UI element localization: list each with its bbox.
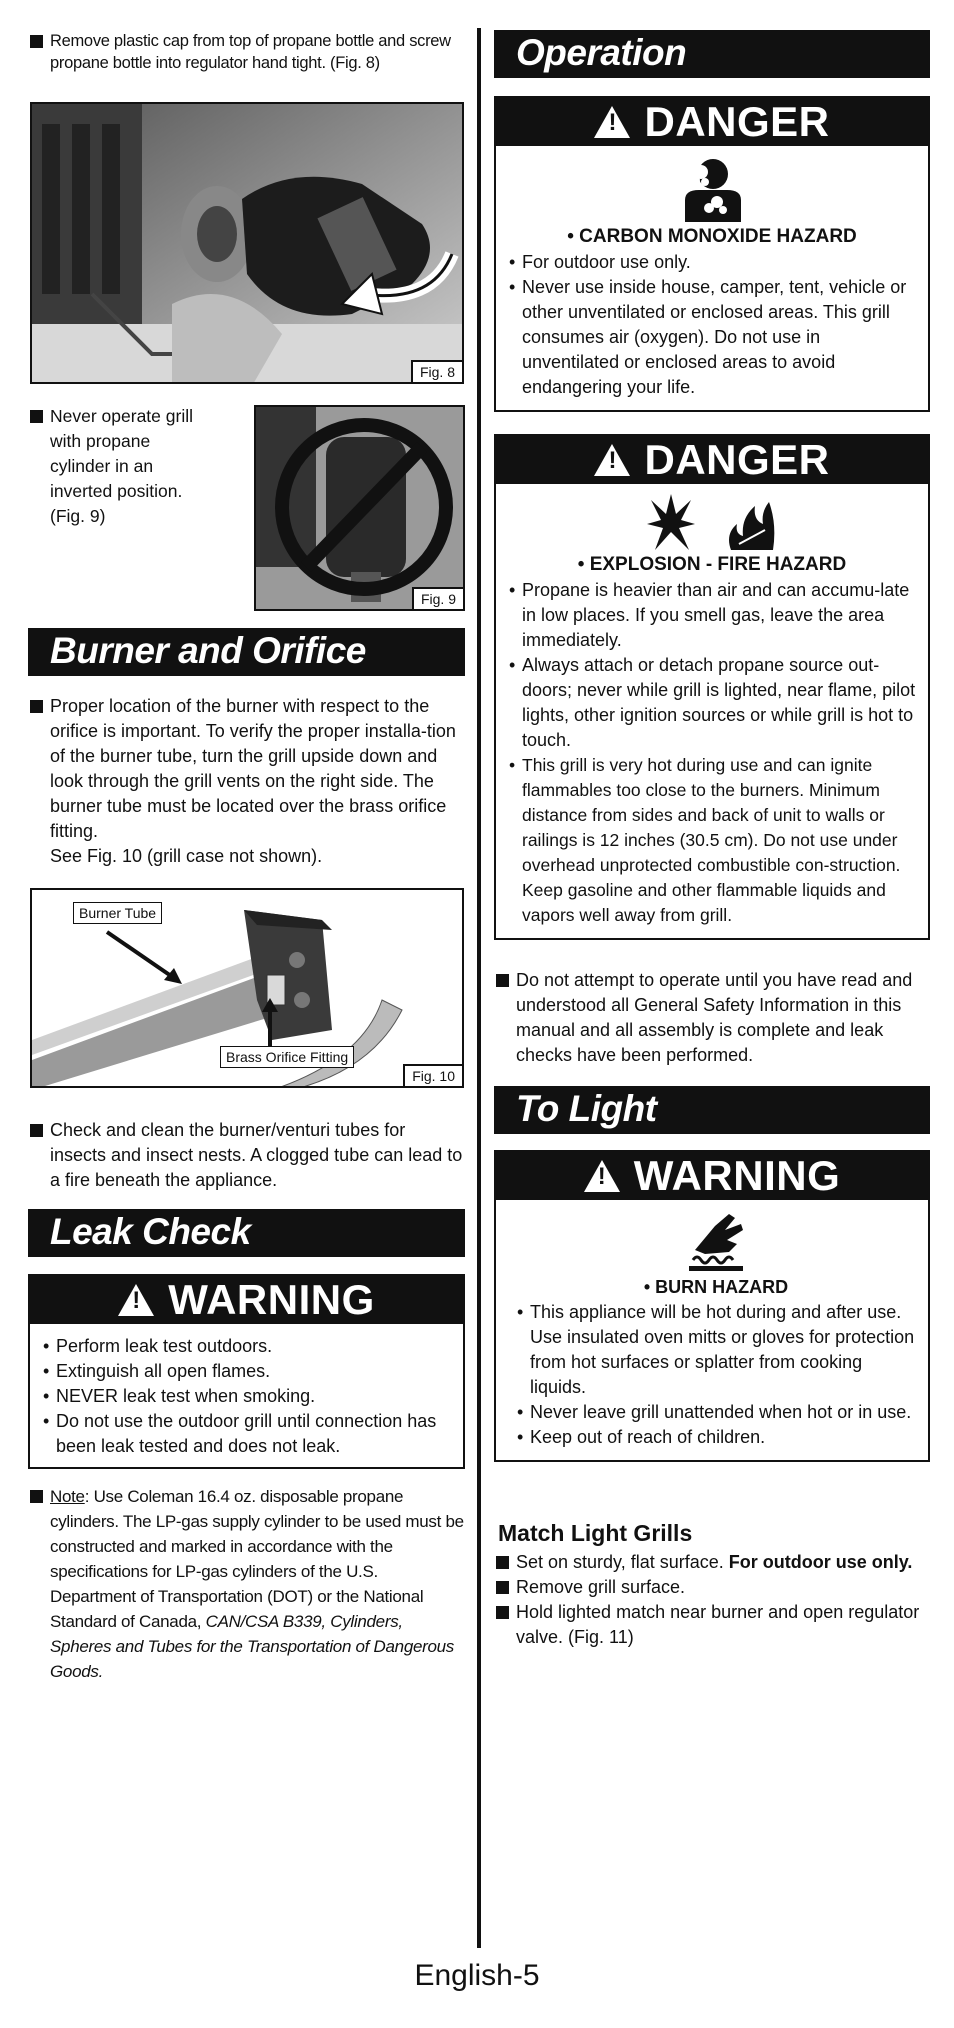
- danger-banner: ! DANGER: [496, 98, 928, 146]
- figure-10-label: Fig. 10: [403, 1064, 462, 1086]
- figure-10-image: [30, 888, 464, 1088]
- leak-check-heading: Leak Check: [28, 1209, 465, 1257]
- leak-warning-box: [28, 1274, 465, 1469]
- column-divider: [477, 28, 481, 1948]
- leak-warning-content: [30, 1324, 463, 1467]
- warning-triangle-icon: !: [594, 444, 630, 476]
- figure-8-label: Fig. 8: [411, 360, 462, 382]
- burner-orifice-heading: Burner and Orifice: [28, 628, 465, 676]
- danger2-item: • This grill is very hot during use and can ignite flammables too close to the burners. Minimum distance from sides and back of unit to walls or railings is 12 inches (30.5 cm). Do not use under overhead unprotected combustible con-struction. Keep gasoline and other flammable liquids and vapors well away from grill.: [506, 753, 918, 928]
- leak-item: • Do not use the outdoor grill until connection has been leak tested and does not leak.: [40, 1409, 453, 1459]
- burn-hazard-title: • BURN HAZARD: [643, 1277, 789, 1297]
- explosion-icon: [647, 494, 695, 550]
- carbon-monoxide-person-icon: [681, 156, 743, 222]
- warning-banner: ! WARNING: [496, 1152, 928, 1200]
- note-bullet: Note: Use Coleman 16.4 oz. disposable propane cylinders. The LP-gas supply cylinder to be used must be constructed and marked in accordance with the specifications for LP-gas cylinders of the U.S. Department of Transportation (DOT) or the National Standard of Canada, CAN/CSA B339, Cylinders, Spheres and Tubes for the Transportation of Dangerous Goods.: [28, 1484, 465, 1684]
- burner-bullet: Proper location of the burner with respect to the orifice is important. To verify the proper installa-tion of the burner tube, turn the grill upside down and look through the grill vents on the right side. The burner tube must be located over the brass orifice fitting. See Fig. 10 (grill case not shown).: [28, 694, 465, 869]
- warning-triangle-icon: !: [584, 1160, 620, 1192]
- callout-brass-orifice-fitting: Brass Orifice Fitting: [220, 1046, 354, 1068]
- burn-warning-content: [496, 1200, 928, 1460]
- leak-item: • Extinguish all open flames.: [40, 1359, 453, 1384]
- burn-item: • This appliance will be hot during and after use. Use insulated oven mitts or gloves for protection from hot surfaces or splatter from cooking liquids.: [514, 1300, 918, 1400]
- carbon-monoxide-hazard-title: • CARBON MONOXIDE HAZARD: [567, 226, 857, 247]
- danger1-item: • For outdoor use only.: [506, 250, 918, 275]
- explosion-fire-danger-box: [494, 434, 930, 940]
- figure-9-image: [254, 405, 465, 611]
- danger2-item: • Always attach or detach propane source out-doors; never while grill is lighted, near flame, pilot lights, other ignition sources or while grill is hot to touch.: [506, 653, 918, 753]
- fire-icon: [725, 494, 777, 550]
- carbon-monoxide-content: [496, 146, 928, 410]
- danger2-item: • Propane is heavier than air and can accumu-late in low places. If you smell gas, leave the area immediately.: [506, 578, 918, 653]
- to-light-heading: To Light: [494, 1086, 930, 1134]
- match-light-steps: [494, 1550, 930, 1650]
- leak-item: • Perform leak test outdoors.: [40, 1334, 453, 1359]
- match-step: Set on sturdy, flat surface. For outdoor use only.: [494, 1550, 930, 1575]
- operate-bullet: Do not attempt to operate until you have read and understood all General Safety Information in this manual and all assembly is complete and leak checks have been performed.: [494, 968, 930, 1068]
- figure-9-label: Fig. 9: [412, 587, 463, 609]
- inverted-cylinder-prohibited-icon: [256, 407, 465, 611]
- page-footer: English-5: [414, 1959, 540, 1992]
- clean-tubes-bullet: Check and clean the burner/venturi tubes for insects and insect nests. A clogged tube can lead to a fire beneath the appliance.: [28, 1118, 465, 1193]
- warning-triangle-icon: !: [118, 1284, 154, 1316]
- burn-hand-icon: [685, 1210, 747, 1272]
- propane-bottle-illustration: [32, 104, 464, 384]
- match-step: Hold lighted match near burner and open regulator valve. (Fig. 11): [494, 1600, 930, 1650]
- warning-banner: ! WARNING: [30, 1276, 463, 1324]
- explosion-fire-content: [496, 484, 928, 938]
- intro-bullet: Remove plastic cap from top of propane bottle and screw propane bottle into regulator hand tight. (Fig. 8): [28, 30, 465, 74]
- callout-burner-tube: Burner Tube: [73, 902, 162, 924]
- warning-triangle-icon: !: [594, 106, 630, 138]
- match-step: Remove grill surface.: [494, 1575, 930, 1600]
- burn-item: • Never leave grill unattended when hot or in use.: [514, 1400, 918, 1425]
- figure-8-image: [30, 102, 464, 384]
- leak-item: • NEVER leak test when smoking.: [40, 1384, 453, 1409]
- burn-warning-box: [494, 1150, 930, 1462]
- match-light-heading: Match Light Grills: [498, 1520, 693, 1546]
- operation-heading: Operation: [494, 30, 930, 78]
- danger-banner: ! DANGER: [496, 436, 928, 484]
- explosion-fire-hazard-title: • EXPLOSION - FIRE HAZARD: [577, 554, 847, 575]
- fig9-bullet: Never operate grill with propane cylinder in an inverted position. (Fig. 9): [28, 404, 203, 529]
- danger1-item: • Never use inside house, camper, tent, vehicle or other unventilated or enclosed areas. This grill consumes air (oxygen). Do not use in unventilated or enclosed areas to avoid endangering your life.: [506, 275, 918, 400]
- burn-item: • Keep out of reach of children.: [514, 1425, 918, 1450]
- carbon-monoxide-danger-box: [494, 96, 930, 412]
